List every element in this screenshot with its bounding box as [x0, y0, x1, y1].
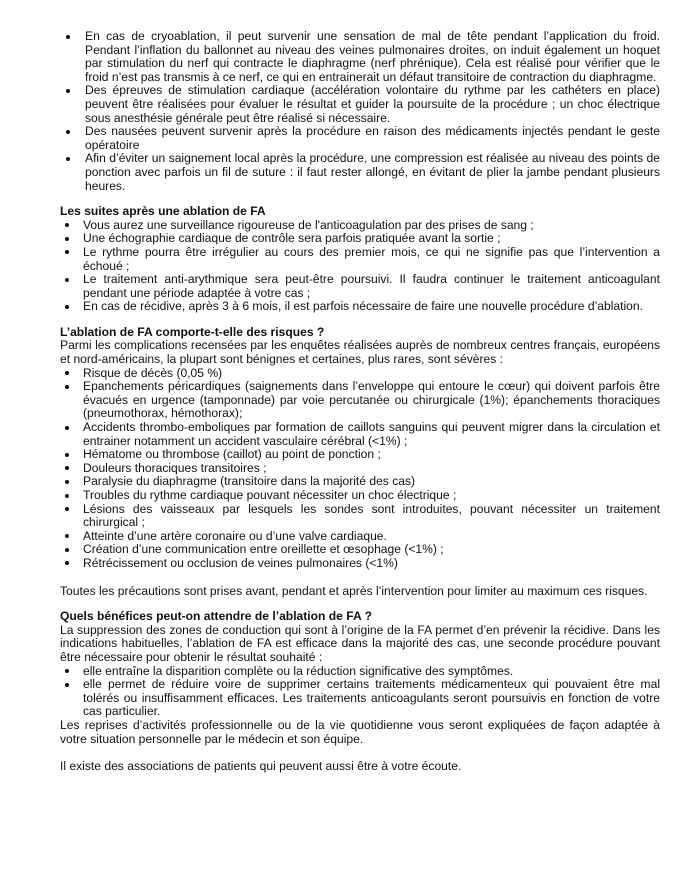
section-heading-risques: L’ablation de FA comporte-t-elle des risques ? — [60, 324, 325, 339]
list-item: Rétrécissement ou occlusion de veines pulmonaires (<1%) — [60, 557, 660, 571]
risques-intro: Parmi les complications recensées par les enquêtes réalisées auprès de nombreux centres français, européens et nord-américains, la plupart sont bénignes et certaines, plus rares, sont sévères : — [60, 338, 660, 367]
list-item: Une échographie cardiaque de contrôle sera parfois pratiquée avant la sortie ; — [60, 232, 660, 246]
list-item: Epanchements péricardiques (saignements dans l’enveloppe qui entoure le cœur) qui doivent parfois être évacués en urgence (tamponnade) par voie percutanée ou chirurgicale (1%); épanchements thoraciques (pneumothorax, hémothorax); — [60, 380, 660, 421]
list-item: En cas de récidive, après 3 à 6 mois, il est parfois nécessaire de faire une nouvelle procédure d’ablation. — [60, 300, 660, 314]
section-heading-benefices: Quels bénéfices peut-on attendre de l’ablation de FA ? — [60, 609, 373, 624]
suites-bullet-list — [60, 219, 660, 314]
list-item: Atteinte d’une artère coronaire ou d’une valve cardiaque. — [60, 530, 660, 544]
list-item: Le rythme pourra être irrégulier au cours des premier mois, ce qui ne signifie pas que l’intervention a échoué ; — [60, 246, 660, 273]
benefices-intro: La suppression des zones de conduction qui sont à l’origine de la FA permet d’en prévenir la récidive. Dans les indications habituelles, l’ablation de FA est efficace dans la majorité des cas, une seconde procédure pouvant être nécessaire pour obtenir le résultat souhaité : — [60, 622, 660, 664]
list-item: Troubles du rythme cardiaque pouvant nécessiter un choc électrique ; — [60, 489, 660, 503]
list-item: En cas de cryoablation, il peut survenir une sensation de mal de tête pendant l’application du froid. Pendant l’inflation du ballonnet au niveau des veines pulmonaires droites, on induit également un hoquet par stimulation du nerf qui contracte le diaphragme (nerf phrénique). Cela est réalisé pour vérifier que le froid n’est pas transmis à ce nerf, ce qui en entrainerait un défaut transitoire de contraction du diaphragme. — [60, 30, 660, 84]
list-item: Douleurs thoraciques transitoires ; — [60, 462, 660, 476]
list-item: elle entraîne la disparition complète ou la réduction significative des symptômes. — [60, 665, 660, 679]
list-item: Le traitement anti-arythmique sera peut-être poursuivi. Il faudra continuer le traitement anticoagulant pendant une période adaptée à votre cas ; — [60, 273, 660, 300]
list-item: Hématome ou thrombose (caillot) au point de ponction ; — [60, 448, 660, 462]
list-item: Création d’une communication entre oreillette et œsophage (<1%) ; — [60, 543, 660, 557]
list-item: Paralysie du diaphragme (transitoire dans la majorité des cas) — [60, 475, 660, 489]
list-item: Des épreuves de stimulation cardiaque (accélération volontaire du rythme par les cathéters en place) peuvent être réalisées pour évaluer le résultat et guider la poursuite de la procédure ; un choc électrique sous anesthésie générale peut être réalisé si nécessaire. — [60, 84, 660, 125]
section-heading-suites: Les suites après une ablation de FA — [60, 204, 266, 219]
cryo-bullet-list — [60, 30, 660, 193]
list-item: Risque de décès (0,05 %) — [60, 367, 660, 381]
list-item: elle permet de réduire voire de supprimer certains traitements médicamenteux qui pouvaient être mal tolérés ou insuffisamment efficaces. Les traitements anticoagulants seront poursuivis en fonction de votre cas particulier. — [60, 678, 660, 719]
risques-closing: Toutes les précautions sont prises avant, pendant et après l’intervention pour limiter au maximum ces risques. — [60, 583, 648, 598]
risques-bullet-list — [60, 367, 660, 571]
list-item: Des nausées peuvent survenir après la procédure en raison des médicaments injectés pendant le geste opératoire — [60, 125, 660, 152]
list-item: Vous aurez une surveillance rigoureuse de l'anticoagulation par des prises de sang ; — [60, 219, 660, 233]
list-item: Afin d’éviter un saignement local après la procédure, une compression est réalisée au niveau des points de ponction avec parfois un fil de suture : il faut rester allongé, en évitant de plier la jambe pendant plusieurs heures. — [60, 152, 660, 193]
list-item: Lésions des vaisseaux par lesquels les sondes sont introduites, pouvant nécessiter un traitement chirurgical ; — [60, 503, 660, 530]
benefices-bullet-list — [60, 665, 660, 719]
associations-note: Il existe des associations de patients qui peuvent aussi être à votre écoute. — [60, 759, 462, 774]
list-item: Accidents thrombo-emboliques par formation de caillots sanguins qui peuvent migrer dans la circulation et entrainer notamment un accident vasculaire cérébral (<1%) ; — [60, 421, 660, 448]
benefices-closing: Les reprises d’activités professionnelle ou de la vie quotidienne vous seront expliquées de façon adaptée à votre situation personnelle par le médecin et son équipe. — [60, 717, 660, 746]
